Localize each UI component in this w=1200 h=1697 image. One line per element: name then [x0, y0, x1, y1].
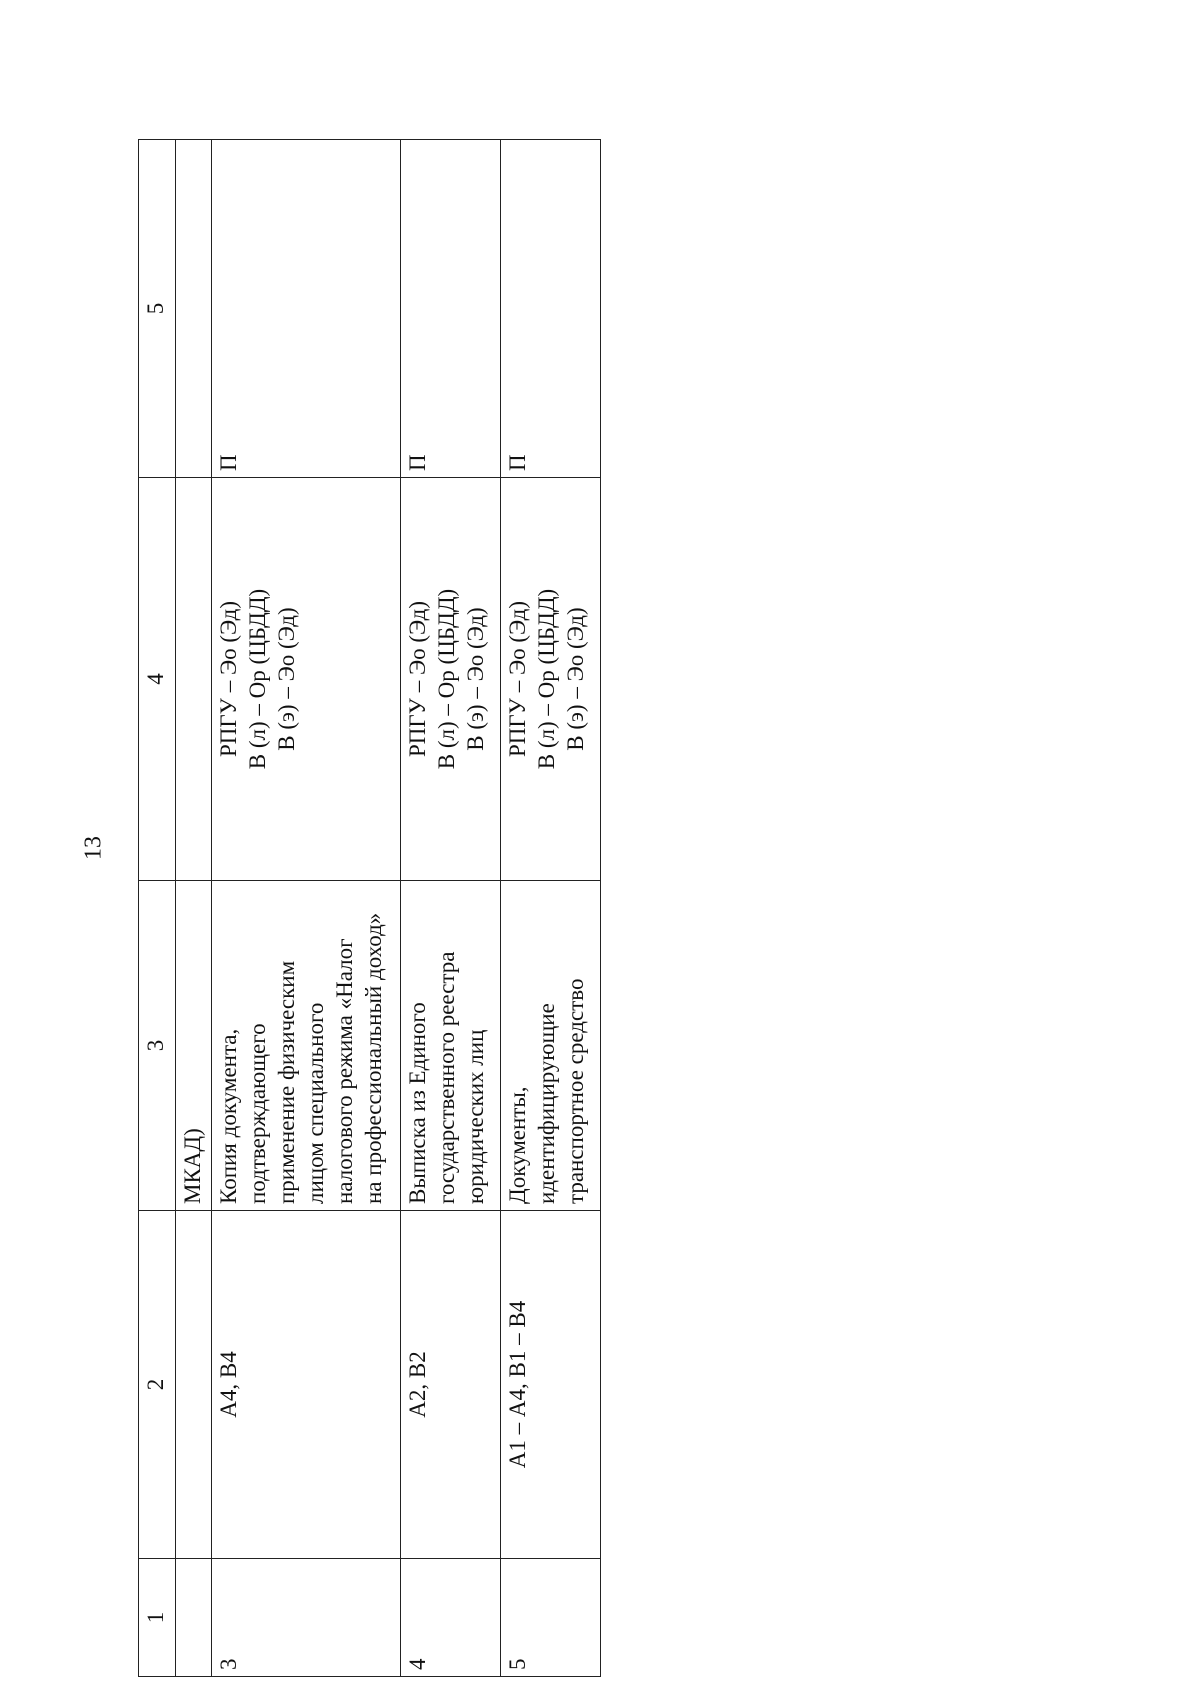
continued-row: [175, 140, 211, 1677]
row-codes: А1 – А4, В1 – В4: [501, 1211, 601, 1559]
row-methods: РПГУ – Эо (Эд) В (л) – Ор (ЦБДД) В (э) – Эо (Эд): [211, 478, 400, 881]
row-type: П: [401, 140, 501, 478]
row-codes: А4, В4: [211, 1211, 400, 1559]
header-cell-5: 5: [139, 140, 176, 478]
rotated-table-wrapper: [138, 140, 601, 1677]
row-number: 3: [211, 1559, 400, 1677]
continued-cell: МКАД): [175, 881, 211, 1211]
header-cell-2: 2: [139, 1211, 176, 1559]
header-cell-3: 3: [139, 881, 176, 1211]
header-cell-4: 4: [139, 478, 176, 881]
document-table: [138, 139, 601, 1677]
row-type: П: [211, 140, 400, 478]
row-type: П: [501, 140, 601, 478]
page-number: 13: [80, 836, 107, 860]
table-row: [401, 140, 501, 1677]
table-row: [211, 140, 400, 1677]
row-document: Копия документа, подтверждающего применение физическим лицом специального налогового режима «Налог на профессиональный доход»: [211, 881, 400, 1211]
row-methods: РПГУ – Эо (Эд) В (л) – Ор (ЦБДД) В (э) – Эо (Эд): [401, 478, 501, 881]
table-row: [501, 140, 601, 1677]
row-codes: А2, В2: [401, 1211, 501, 1559]
header-cell-1: 1: [139, 1559, 176, 1677]
row-document: Документы, идентифицирующие транспортное средство: [501, 881, 601, 1211]
row-number: 4: [401, 1559, 501, 1677]
row-document: Выписка из Единого государственного реестра юридических лиц: [401, 881, 501, 1211]
row-number: 5: [501, 1559, 601, 1677]
row-methods: РПГУ – Эо (Эд) В (л) – Ор (ЦБДД) В (э) – Эо (Эд): [501, 478, 601, 881]
header-row: [139, 140, 176, 1677]
